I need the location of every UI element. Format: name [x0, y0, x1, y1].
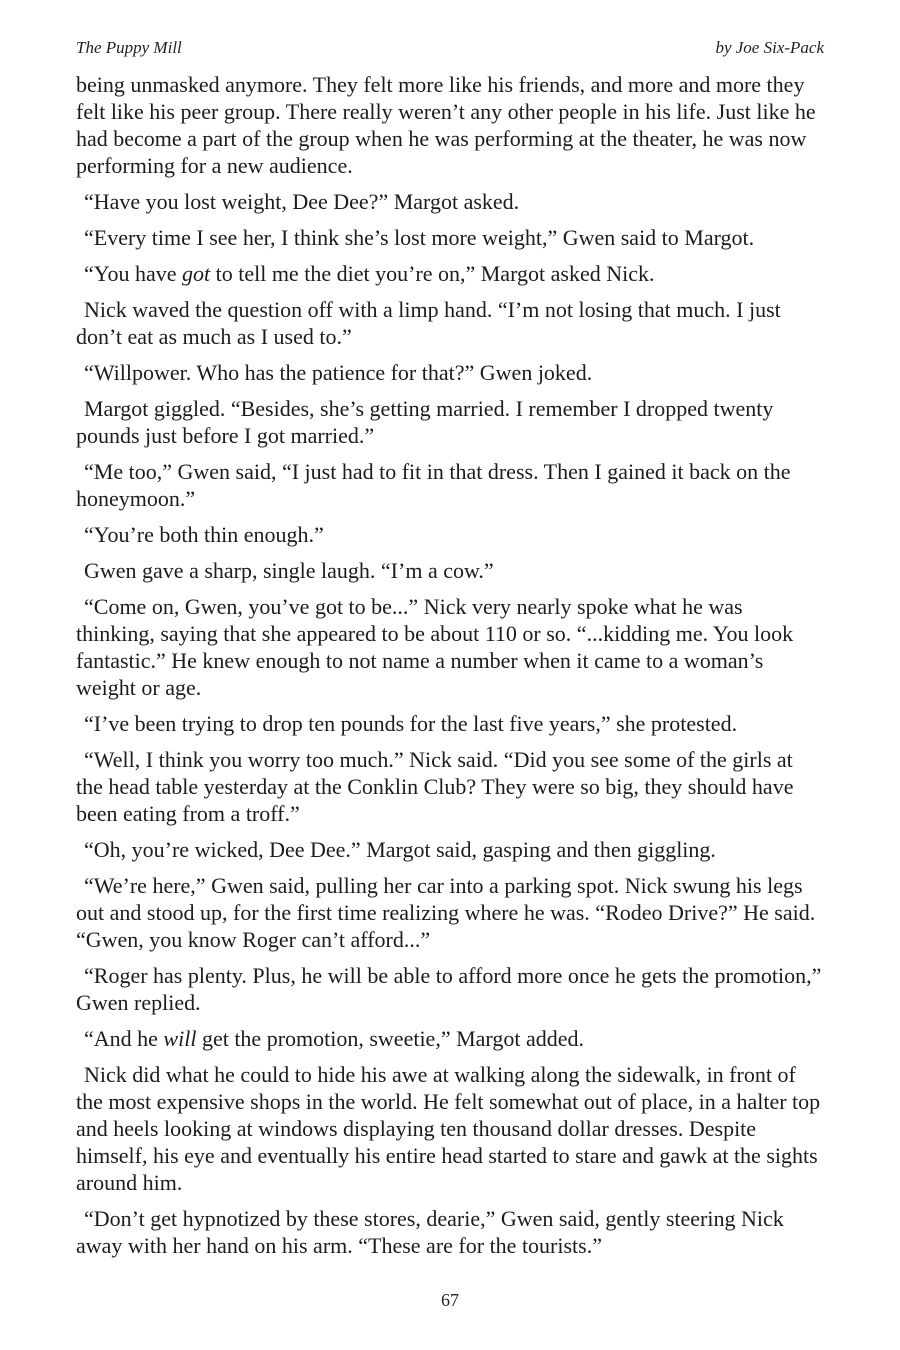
- emphasized-text: will: [163, 1026, 197, 1051]
- text-run: “Well, I think you worry too much.” Nick said. “Did you see some of the girls at the head table yesterday at the Conklin Club? They were so big, they should have been eating from a troff.”: [76, 747, 794, 826]
- paragraph: [76, 359, 824, 386]
- text-run: Gwen gave a sharp, single laugh. “I’m a cow.”: [84, 558, 494, 583]
- paragraph: [76, 962, 824, 1016]
- text-run: Nick waved the question off with a limp hand. “I’m not losing that much. I just don’t eat as much as I used to.”: [76, 297, 781, 349]
- paragraph: [76, 458, 824, 512]
- paragraph: [76, 1061, 824, 1196]
- text-run: “You have: [84, 261, 182, 286]
- text-run: “Don’t get hypnotized by these stores, dearie,” Gwen said, gently steering Nick away with her hand on his arm. “These are for the tourists.”: [76, 1206, 784, 1258]
- paragraph: [76, 395, 824, 449]
- text-run: “Come on, Gwen, you’ve got to be...” Nick very nearly spoke what he was thinking, saying that she appeared to be about 110 or so. “...kidding me. You look fantastic.” He knew enough to not name a number when it came to a woman’s weight or age.: [76, 594, 794, 700]
- paragraph: [76, 836, 824, 863]
- text-run: “Have you lost weight, Dee Dee?” Margot asked.: [84, 189, 520, 214]
- paragraph: [76, 1025, 824, 1052]
- paragraph: [76, 557, 824, 584]
- paragraph: [76, 224, 824, 251]
- text-run: “We’re here,” Gwen said, pulling her car into a parking spot. Nick swung his legs out and stood up, for the first time realizing where he was. “Rodeo Drive?” He said. “Gwen, you know Roger can’t afford...”: [76, 873, 816, 952]
- running-header: [76, 38, 824, 62]
- body-text: [76, 71, 824, 1268]
- text-run: “Roger has plenty. Plus, he will be able to afford more once he gets the promotion,” Gwen replied.: [76, 963, 822, 1015]
- text-run: to tell me the diet you’re on,” Margot asked Nick.: [210, 261, 655, 286]
- paragraph: [76, 71, 824, 179]
- emphasized-text: got: [181, 261, 211, 286]
- text-run: “I’ve been trying to drop ten pounds for the last five years,” she protested.: [84, 711, 738, 736]
- paragraph: [76, 746, 824, 827]
- paragraph: [76, 521, 824, 548]
- paragraph: [76, 593, 824, 701]
- paragraph: [76, 710, 824, 737]
- text-run: Nick did what he could to hide his awe at walking along the sidewalk, in front of the most expensive shops in the world. He felt somewhat out of place, in a halter top and heels looking at windows displaying ten thousand dollar dresses. Despite himself, his eye and eventually his entire head started to stare and gawk at the sights around him.: [76, 1062, 821, 1195]
- author-byline: by Joe Six-Pack: [715, 38, 824, 57]
- page-number: 67: [441, 1290, 459, 1310]
- paragraph: [76, 1205, 824, 1259]
- text-run: “Oh, you’re wicked, Dee Dee.” Margot said, gasping and then giggling.: [84, 837, 716, 862]
- text-run: Margot giggled. “Besides, she’s getting married. I remember I dropped twenty pounds just before I got married.”: [76, 396, 774, 448]
- paragraph: [76, 260, 824, 287]
- paragraph: [76, 188, 824, 215]
- text-run: “Every time I see her, I think she’s lost more weight,” Gwen said to Margot.: [84, 225, 755, 250]
- text-run: get the promotion, sweetie,” Margot added.: [196, 1026, 584, 1051]
- book-title: The Puppy Mill: [76, 38, 182, 57]
- text-run: “You’re both thin enough.”: [84, 522, 324, 547]
- text-run: “Me too,” Gwen said, “I just had to fit in that dress. Then I gained it back on the honeymoon.”: [76, 459, 791, 511]
- text-run: “And he: [84, 1026, 164, 1051]
- text-run: being unmasked anymore. They felt more like his friends, and more and more they felt like his peer group. There really weren’t any other people in his life. Just like he had become a part of the group when he was performing at the theater, he was now performing for a new audience.: [76, 72, 816, 178]
- paragraph: [76, 296, 824, 350]
- text-run: “Willpower. Who has the patience for that?” Gwen joked.: [84, 360, 593, 385]
- paragraph: [76, 872, 824, 953]
